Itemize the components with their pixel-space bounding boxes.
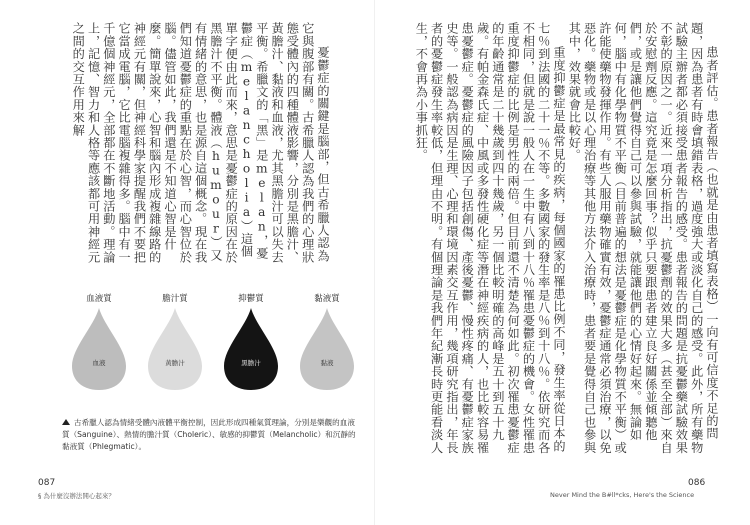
humor-label: 膽汁質 [162,294,188,304]
left-page-number: 087 [38,478,56,488]
drop-shape-icon [144,306,206,392]
humor-sanguine [68,292,130,402]
humor-inner-label: 血液 [92,359,106,367]
humor-phlegmatic [296,292,358,402]
left-body-paragraph: 憂鬱症的關鍵是腦部，但古希臘人認為它與腹部有關。古希臘人認為我們的心理狀態受體內的四種體液影響，分別是黑膽汁、黃膽汁、黏液和血液，尤其黑膽汁可以失去平衡。希臘文的「黑」是melan，憂鬱症（melancholia）這個單字便由此而來，意思是憂鬱症的原因在於黑膽汁不平衡。體液（humour）又有情緒的意思，也是源自這個概念。現在我們知道憂鬱症的重點在於心智，而心智位於腦。儘管如此，我們還是不知道心智是什麼。簡單說來，心智和腦內形成複雜線路的神經元有關，但神經科學家提醒我們不要把它當成電腦，它比電腦複雜得多。腦中有一千億個神經元，全部都在不斷地活動。理論上，記憶、智力和人格等應該都可用神經元之間的交互作用來解 [71,22,330,264]
right-body-paragraph: 重度抑鬱症是最常見的疾病，每個國家的罹患比例不同，發生率從日本的七％到法國的二十一％不等。多數國家的發生率是八％到十八％。依研究而各不相同，但就是說一般人在一生中有八到十八％罹患憂鬱症的機會。女性罹患重度抑鬱症的比例是男性的兩倍。但目前還不清楚為何如此。初次罹患憂鬱症的年齡通常是二十幾歲到四十幾歲，另一個比較明確的高峰是五十到五十九歲。有帕金森氏症、中風或多發性硬化症等潛在神經疾病的人，也比較容易罹患憂鬱症。憂鬱症的風險因子包括創傷、產後憂鬱、慢性疼痛、有憂鬱症家族史等。一般認為病因是生理、心理和環境因素交互作用，幾項研究指出，年長者的憂鬱症發生率較低，但理由不明。有個理論是我們年紀漸長時更能看淡人生，不會再為小事抓狂。 [414,22,567,454]
humor-inner-label: 黏液 [320,359,334,367]
left-page-body-text [71,22,330,266]
humor-melancholic [220,292,282,402]
right-page [375,0,750,525]
drop-shape-icon [68,306,130,392]
drop-shape-icon [220,306,282,392]
drop-shape-icon [296,306,358,392]
humor-label: 抑鬱質 [238,294,264,304]
figure-caption [62,417,362,453]
right-page-number: 086 [688,478,706,488]
humor-label: 黏液質 [314,294,340,304]
humor-label: 血液質 [86,294,112,304]
four-humors-figure [68,292,368,402]
left-running-title: § 為什麼沒辦法開心起來？ [38,492,115,500]
figure-caption-text: 古希臘人認為情緒受體內液體平衡控制，因此形成四種氣質理論，分別是樂觀的血液質（Sanguine）、熱情的膽汁質（Choleric）、敏感的抑鬱質（Melancholic）和沉靜的黏液質（Phlegmatic）。 [62,418,356,451]
humor-choleric [144,292,206,402]
right-body-paragraph: 患者評估。患者報告（也就是由患者填寫表格）一向有可信度不足的問題，因為患者有時會填錯表格，過度強大或淡化自己的感受。此外，所有藥物試驗主辦者都必須接受患者報告的感受。患者報告的問題是抗憂鬱藥試驗效果不彰的原因之一。近來一項分析指出，抗憂鬱劑的效果大多（甚至全部）來自於安慰劑反應。這究竟是怎麼回事？似乎只要跟患者建立良好關係並傾聽他們，或是讓他們覺得自己可以參與試驗，就能讓他們的心情好起來。無論如何，腦中有化學物質不平衡（目前普遍的想法是憂鬱症是化學物質不平衡）或許能使藥物發揮作用。有些人服用藥物確實有效，憂鬱症通常必須治療，以免惡化。藥物或是以心理治療等其他方法介入治療時，患者要是覺得自己也參與其中，效果就會比較好。 [567,22,719,454]
caption-triangle-icon [62,419,70,425]
right-page-body-text [413,22,719,456]
humor-inner-label: 黃膽汁 [165,359,185,367]
right-running-title: Never Mind the B#ll*cks, Here's the Science [550,491,695,499]
humor-inner-label: 黑膽汁 [241,359,261,367]
